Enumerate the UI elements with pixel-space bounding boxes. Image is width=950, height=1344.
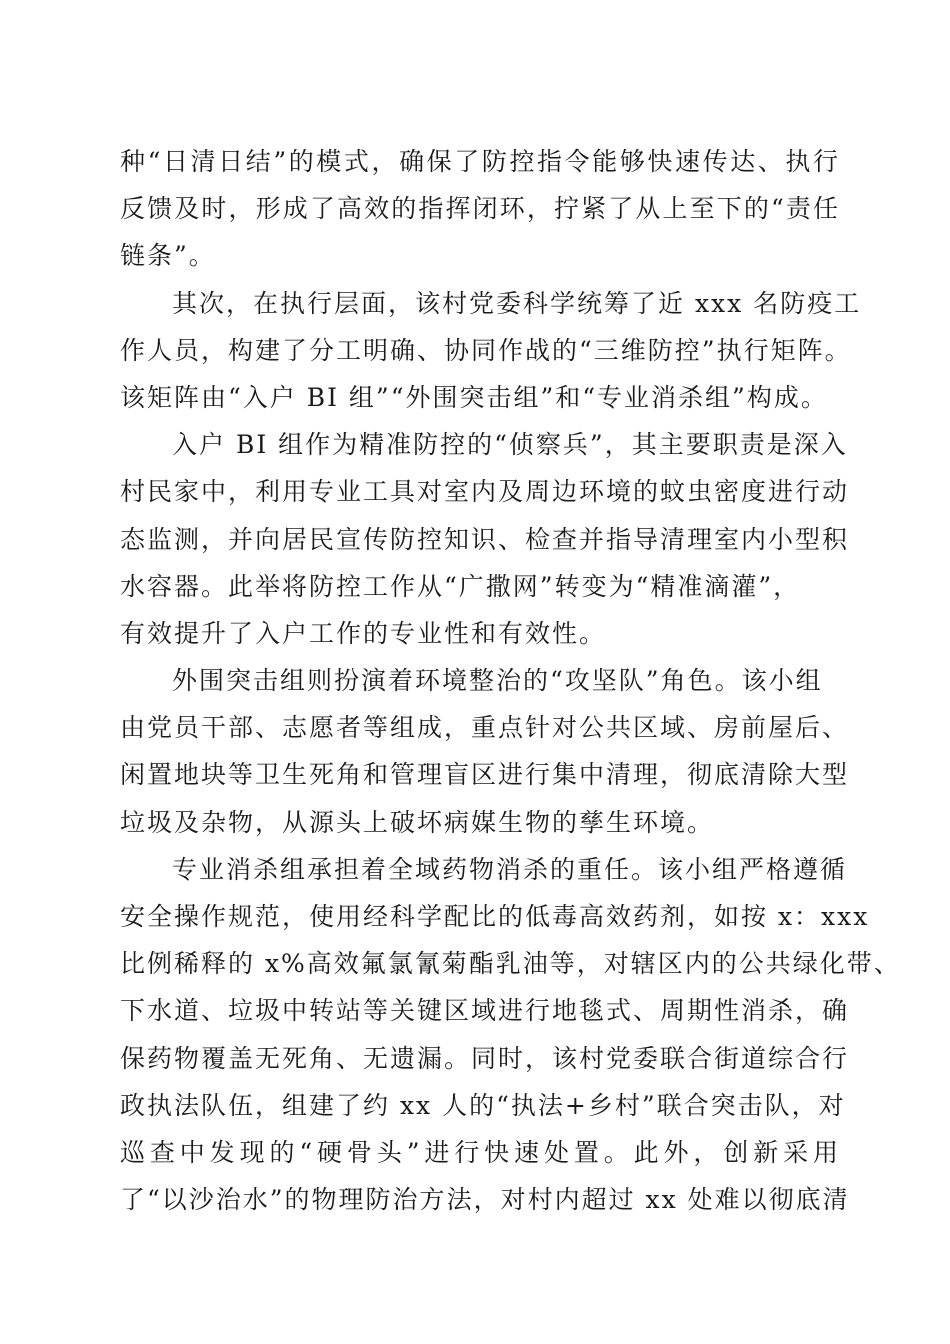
text-line: 态监测，并向居民宣传防控知识、检查并指导清理室内小型积 <box>120 524 850 554</box>
text-line: 作人员，构建了分工明确、协同作战的“三维防控”执行矩阵。 <box>120 335 852 365</box>
document-body <box>120 138 901 1223</box>
text-line: 下水道、垃圾中转站等关键区域进行地毯式、周期性消杀，确 <box>120 996 850 1026</box>
text-line: 垃圾及杂物，从源头上破坏病媒生物的孳生环境。 <box>120 807 715 837</box>
text-line: 反馈及时，形成了高效的指挥闭环，拧紧了从上至下的“责任 <box>120 194 840 224</box>
text-line: 政执法队伍，组建了约 xx 人的“执法+乡村”联合突击队，对 <box>120 1090 846 1120</box>
text-line: 了“以沙治水”的物理防治方法，对村内超过 xx 处难以彻底清 <box>120 1185 850 1215</box>
paragraph-start-line: 入户 BI 组作为精准防控的“侦察兵”，其主要职责是深入 <box>172 430 848 460</box>
text-line: 安全操作规范，使用经科学配比的低毒高效药剂，如按 x：xxx <box>120 902 870 931</box>
text-line: 有效提升了入户工作的专业性和有效性。 <box>120 618 607 648</box>
text-line: 水容器。此举将防控工作从“广撒网”转变为“精准滴灌”， <box>120 571 801 601</box>
text-line: 由党员干部、志愿者等组成，重点针对公共区域、房前屋后、 <box>120 713 850 743</box>
text-line: 链条”。 <box>120 241 216 271</box>
paragraph-start-line: 其次，在执行层面，该村党委科学统筹了近 xxx 名防疫工 <box>172 288 862 318</box>
text-line: 巡查中发现的“硬骨头”进行快速处置。此外，创新采用 <box>120 1137 840 1167</box>
paragraph-start-line: 外围突击组则扮演着环境整治的“攻坚队”角色。该小组 <box>172 666 823 696</box>
text-line: 保药物覆盖无死角、无遗漏。同时，该村党委联合街道综合行 <box>120 1043 850 1073</box>
text-line: 该矩阵由“入户 BI 组”“外围突击组”和“专业消杀组”构成。 <box>120 382 828 412</box>
text-line: 比例稀释的 x%高效氟氯氰菊酯乳油等，对辖区内的公共绿化带、 <box>120 949 901 979</box>
text-line: 种“日清日结”的模式，确保了防控指令能够快速传达、执行 <box>120 147 840 176</box>
text-line: 村民家中，利用专业工具对室内及周边环境的蚊虫密度进行动 <box>120 477 850 507</box>
paragraph-start-line: 专业消杀组承担着全域药物消杀的重任。该小组严格遵循 <box>172 854 848 884</box>
text-line: 闲置地块等卫生死角和管理盲区进行集中清理，彻底清除大型 <box>120 760 850 790</box>
